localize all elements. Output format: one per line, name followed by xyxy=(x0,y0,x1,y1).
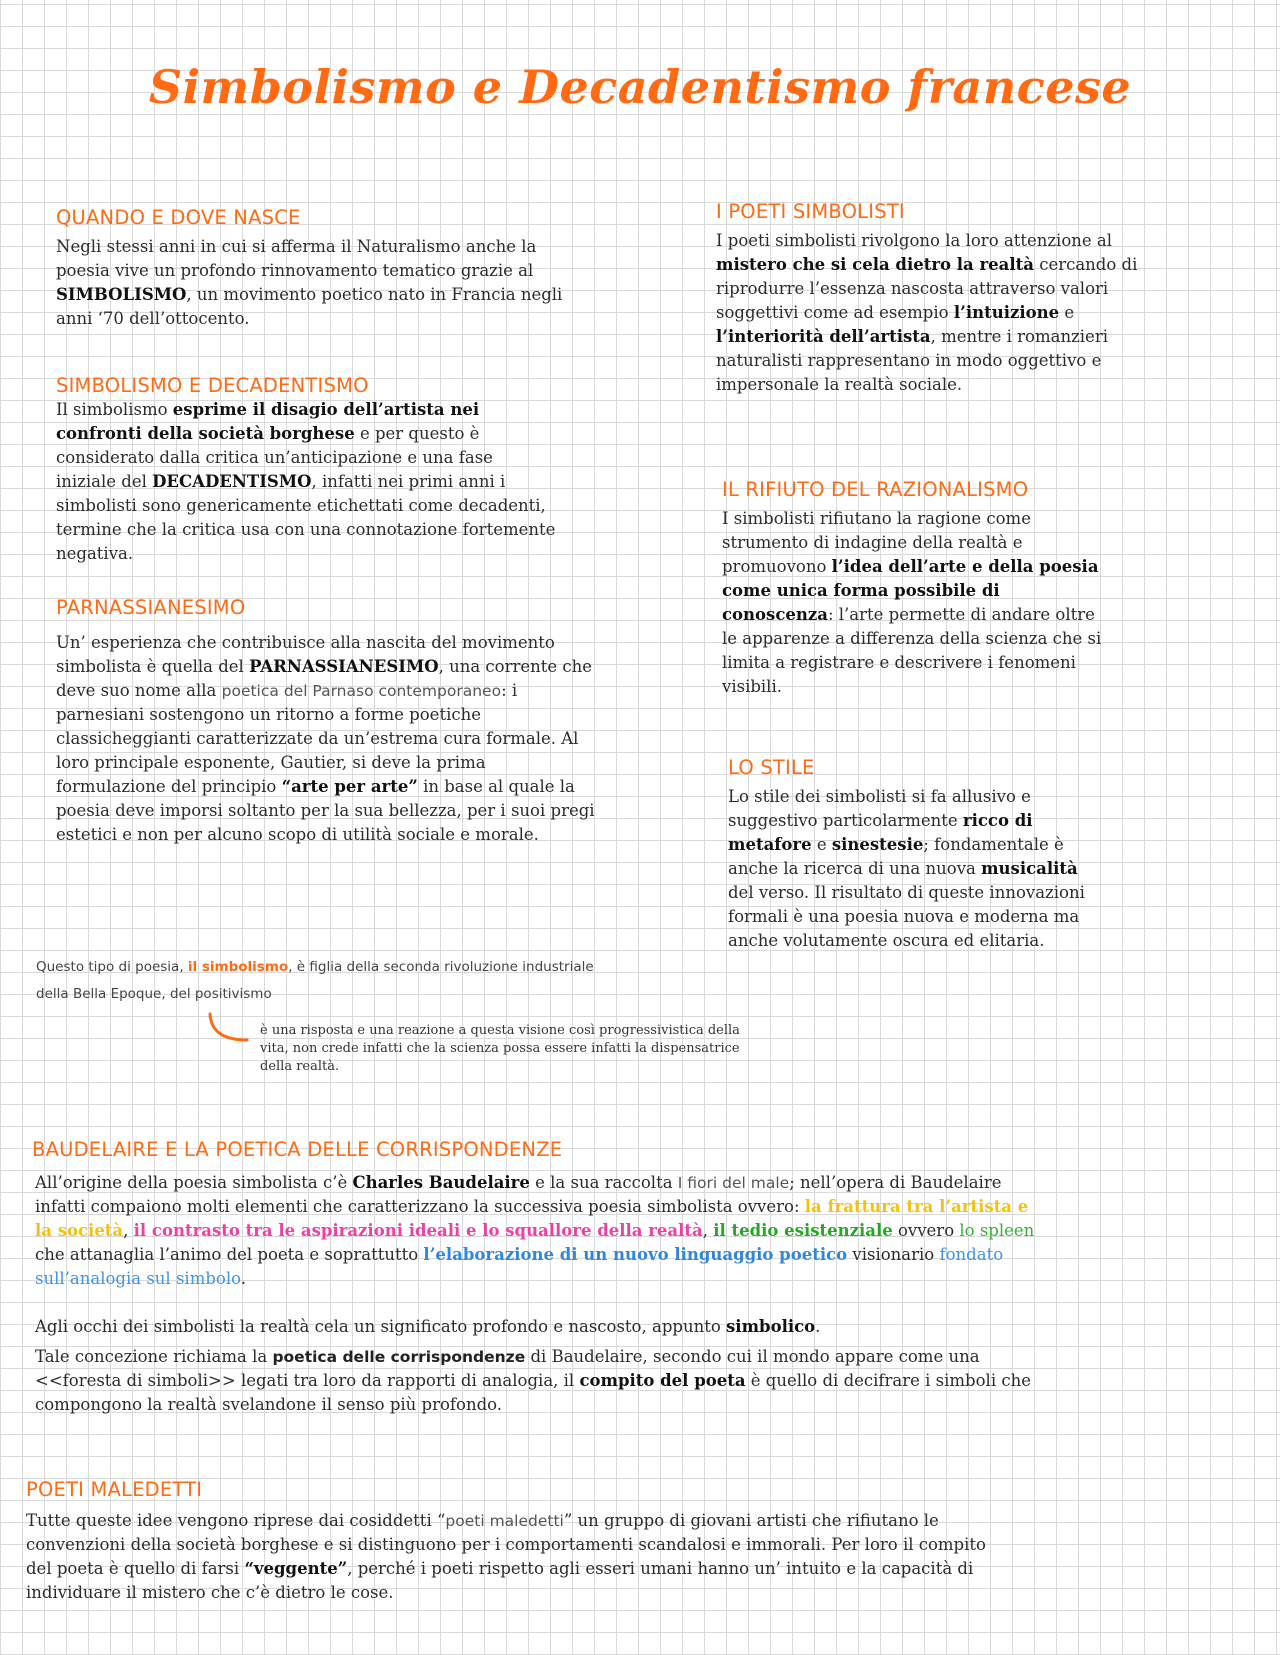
section-baudelaire xyxy=(32,1138,1042,1417)
note-arrow xyxy=(205,1010,255,1050)
section-parnassianesimo xyxy=(56,596,596,847)
section-quando-dove-nasce xyxy=(56,206,576,331)
section-simbolismo-decadentismo xyxy=(56,374,556,566)
side-note-reply: è una risposta e una reazione a questa visione così progressivistica della vita, non crede infatti che la scienza possa essere infatti la dispensatrice della realtà. xyxy=(260,1023,740,1074)
section-body-1: All’origine della poesia simbolista c’è Charles Baudelaire e la sua raccolta I fiori del male; nell’opera di Baudelaire infatti compaiono molti elementi che caratterizzano la successiva poesia simbolista ovvero: la frattura tra l’artista e la società, il contrasto tra le aspirazioni ideali e lo squallore della realtà, il tedio esistenziale ovvero lo spleen che attanaglia l’animo del poeta e soprattutto l’elaborazione di un nuovo linguaggio poetico visionario fondato sull’analogia sul simbolo. xyxy=(35,1173,1035,1288)
section-heading: POETI MALEDETTI xyxy=(26,1478,203,1501)
section-lo-stile xyxy=(728,756,1088,953)
section-poeti-simbolisti xyxy=(716,200,1156,397)
section-heading: PARNASSIANESIMO xyxy=(56,596,246,619)
section-heading: QUANDO E DOVE NASCE xyxy=(56,206,301,229)
section-body: Il simbolismo esprime il disagio dell’artista nei confronti della società borghese e per questo è considerato dalla critica un’anticipazione e una fase iniziale del DECADENTISMO, infatti nei primi anni i simbolisti sono genericamente etichettati come decadenti, termine che la critica usa con una connotazione fortemente negativa. xyxy=(56,400,556,563)
section-heading: BAUDELAIRE E LA POETICA DELLE CORRISPONDENZE xyxy=(32,1138,563,1161)
section-body: Tutte queste idee vengono riprese dai cosiddetti “poeti maledetti” un gruppo di giovani artisti che rifiutano le convenzioni della società borghese e si distinguono per i comportamenti scandalosi e immorali. Per loro il compito del poeta è quello di farsi “veggente”, perché i poeti rispetto agli esseri umani hanno un’ intuito e la capacità di individuare il mistero che c’è dietro le cose. xyxy=(26,1511,986,1602)
section-heading: SIMBOLISMO E DECADENTISMO xyxy=(56,374,369,397)
section-body: I simbolisti rifiutano la ragione come strumento di indagine della realtà e promuovono l’idea dell’arte e della poesia come unica forma possibile di conoscenza: l’arte permette di andare oltre le apparenze a differenza della scienza che si limita a registrare e descrivere i fenomeni visibili. xyxy=(722,509,1102,696)
section-heading: I POETI SIMBOLISTI xyxy=(716,200,905,223)
page-title: Simbolismo e Decadentismo francese xyxy=(148,60,1132,114)
section-heading: LO STILE xyxy=(728,756,815,779)
side-note: Questo tipo di poesia, il simbolismo, è figlia della seconda rivoluzione industriale della Bella Epoque, del positivismo xyxy=(36,959,594,1002)
note-arrow-line xyxy=(210,1014,247,1040)
section-poeti-maledetti xyxy=(26,1478,1016,1605)
section-body: I poeti simbolisti rivolgono la loro attenzione al mistero che si cela dietro la realtà cercando di riprodurre l’essenza nascosta attraverso valori soggettivi come ad esempio l’intuizione e l’interiorità dell’artista, mentre i romanzieri naturalisti rappresentano in modo oggettivo e impersonale la realtà sociale. xyxy=(716,231,1138,394)
section-body-2: Agli occhi dei simbolisti la realtà cela un significato profondo e nascosto, appunto simbolico. xyxy=(35,1317,821,1336)
section-heading: IL RIFIUTO DEL RAZIONALISMO xyxy=(722,478,1029,501)
section-body: Negli stessi anni in cui si afferma il Naturalismo anche la poesia vive un profondo rinnovamento tematico grazie al SIMBOLISMO, un movimento poetico nato in Francia negli anni ‘70 dell’ottocento. xyxy=(56,237,563,328)
section-rifiuto-razionalismo xyxy=(722,478,1112,699)
section-body: Un’ esperienza che contribuisce alla nascita del movimento simbolista è quella del PARNASSIANESIMO, una corrente che deve suo nome alla poetica del Parnaso contemporaneo: i parnesiani sostengono un ritorno a forme poetiche classicheggianti caratterizzate da un’estrema cura formale. Al loro principale esponente, Gautier, si deve la prima formulazione del principio “arte per arte” in base al quale la poesia deve imporsi soltanto per la sua bellezza, per i suoi pregi estetici e non per alcuno scopo di utilità sociale e morale. xyxy=(56,633,595,844)
section-body-3: Tale concezione richiama la poetica delle corrispondenze di Baudelaire, secondo cui il mondo appare come una <<foresta di simboli>> legati tra loro da rapporti di analogia, il compito del poeta è quello di decifrare i simboli che compongono la realtà svelandone il senso più profondo. xyxy=(35,1347,1031,1414)
section-body: Lo stile dei simbolisti si fa allusivo e suggestivo particolarmente ricco di metafore e sinestesie; fondamentale è anche la ricerca di una nuova musicalità del verso. Il risultato di queste innovazioni formali è una poesia nuova e moderna ma anche volutamente oscura ed elitaria. xyxy=(728,787,1085,950)
